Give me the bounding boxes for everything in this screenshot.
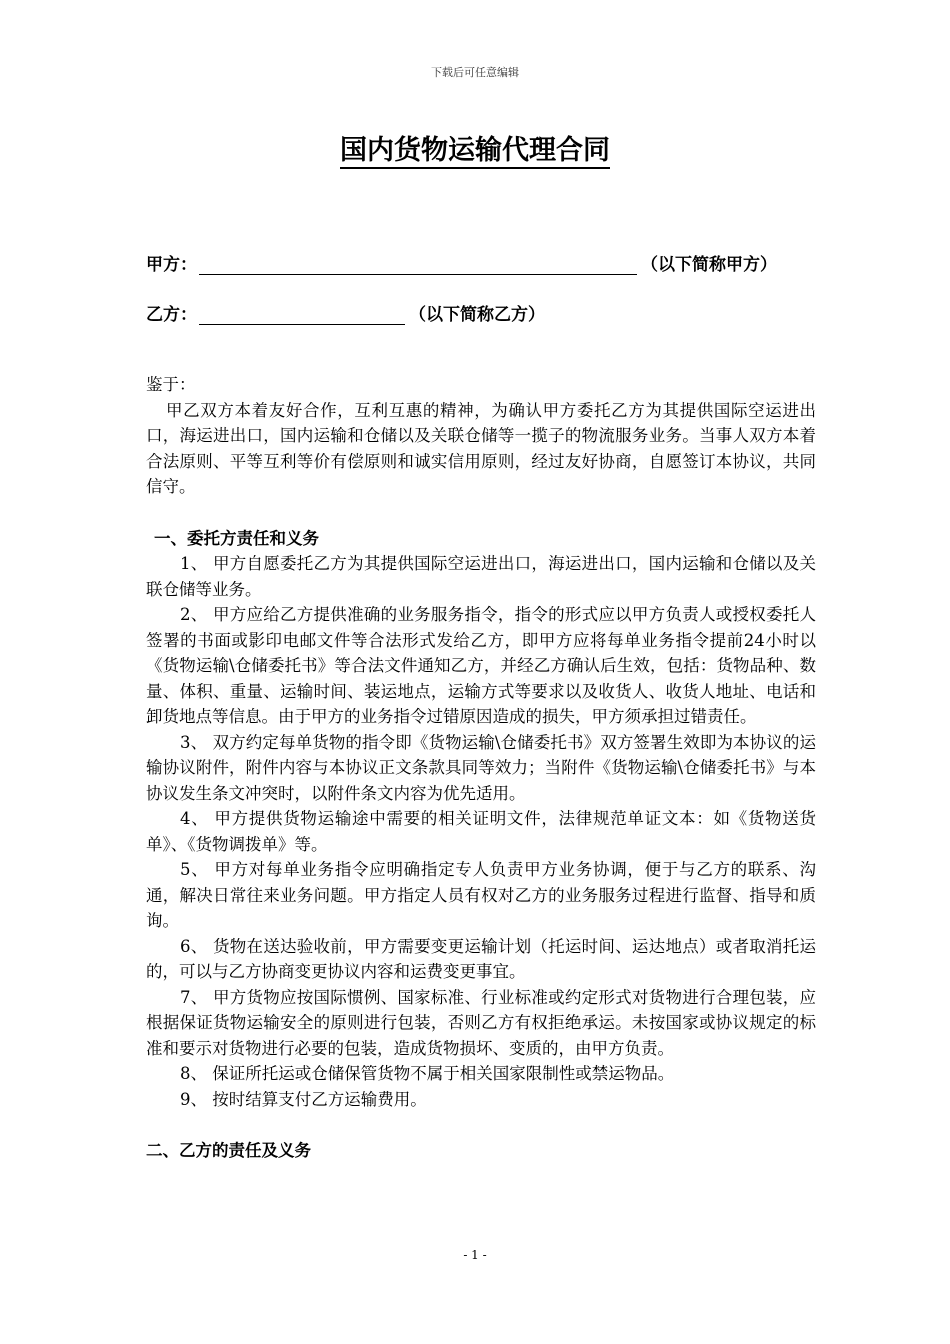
section-1-item: 7、 甲方货物应按国际惯例、国家标准、行业标准或约定形式对货物进行合理包装，应根据保证货物运输安全的原则进行包装，否则乙方有权拒绝承运。未按国家或协议规定的标准和要示对货物进行必要的包装，造成货物损坏、变质的，由甲方负责。 <box>146 987 816 1058</box>
section-1-item: 2、 甲方应给乙方提供准确的业务服务指令，指令的形式应以甲方负责人或授权委托人签署的书面或影印电邮文件等合法形式发给乙方，即甲方应将每单业务指令提前24小时以《货物运输\仓储委托书》等合法文件通知乙方，并经乙方确认后生效，包括：货物品种、数量、体积、重量、运输时间、装运地点，运输方式等要求以及收货人、收货人地址、电话和卸货地点等信息。由于甲方的业务指令过错原因造成的损失，甲方须承担过错责任。 <box>146 605 816 726</box>
header-note: 下载后可任意编辑 <box>431 66 519 79</box>
section-2-heading: 二、乙方的责任及义务 <box>146 1141 311 1160</box>
recital-label: 鉴于： <box>146 375 196 394</box>
party-a-suffix: （以下简称甲方） <box>641 255 777 275</box>
party-b-label: 乙方： <box>146 305 197 325</box>
section-1-item: 8、 保证所托运或仓储保管货物不属于相关国家限制性或禁运物品。 <box>180 1064 675 1083</box>
section-1-item: 4、 甲方提供货物运输途中需要的相关证明文件，法律规范单证文本：如《货物送货单》、《货物调拨单》等。 <box>146 809 816 854</box>
party-b-suffix: （以下简称乙方） <box>409 305 545 325</box>
party-a-label: 甲方： <box>146 255 197 275</box>
section-1-item: 1、 甲方自愿委托乙方为其提供国际空运进出口，海运进出口，国内运输和仓储以及关联仓储等业务。 <box>146 554 816 599</box>
section-1-item: 5、 甲方对每单业务指令应明确指定专人负责甲方业务协调，便于与乙方的联系、沟通，解决日常往来业务问题。甲方指定人员有权对乙方的业务服务过程进行监督、指导和质询。 <box>146 860 816 930</box>
party-b-blank[interactable] <box>199 304 405 325</box>
document-title-text: 国内货物运输代理合同 <box>340 135 610 169</box>
party-a-line <box>146 250 777 275</box>
recital-text: 甲乙双方本着友好合作，互利互惠的精神，为确认甲方委托乙方为其提供国际空运进出口，海运进出口，国内运输和仓储以及关联仓储等一揽子的物流服务业务。当事人双方本着合法原则、平等互利等价有偿原则和诚实信用原则，经过友好协商，自愿签订本协议，共同信守。 <box>146 400 816 496</box>
section-1-item: 9、 按时结算支付乙方运输费用。 <box>180 1089 427 1109</box>
document-title <box>0 128 950 167</box>
section-1-item: 6、 货物在送达验收前，甲方需要变更运输计划（托运时间、运达地点）或者取消托运的，可以与乙方协商变更协议内容和运费变更事宜。 <box>146 936 816 981</box>
section-1-heading: 一、委托方责任和义务 <box>154 528 319 548</box>
page-number: - 1 - <box>463 1248 487 1262</box>
party-a-blank[interactable] <box>199 254 637 275</box>
contract-body <box>146 372 816 1164</box>
party-b-line <box>146 300 545 325</box>
section-1-item: 3、 双方约定每单货物的指令即《货物运输\仓储委托书》双方签署生效即为本协议的运输协议附件，附件内容与本协议正文条款具同等效力；当附件《货物运输\仓储委托书》与本协议发生条文冲突时，以附件条文内容为优先适用。 <box>146 732 816 803</box>
